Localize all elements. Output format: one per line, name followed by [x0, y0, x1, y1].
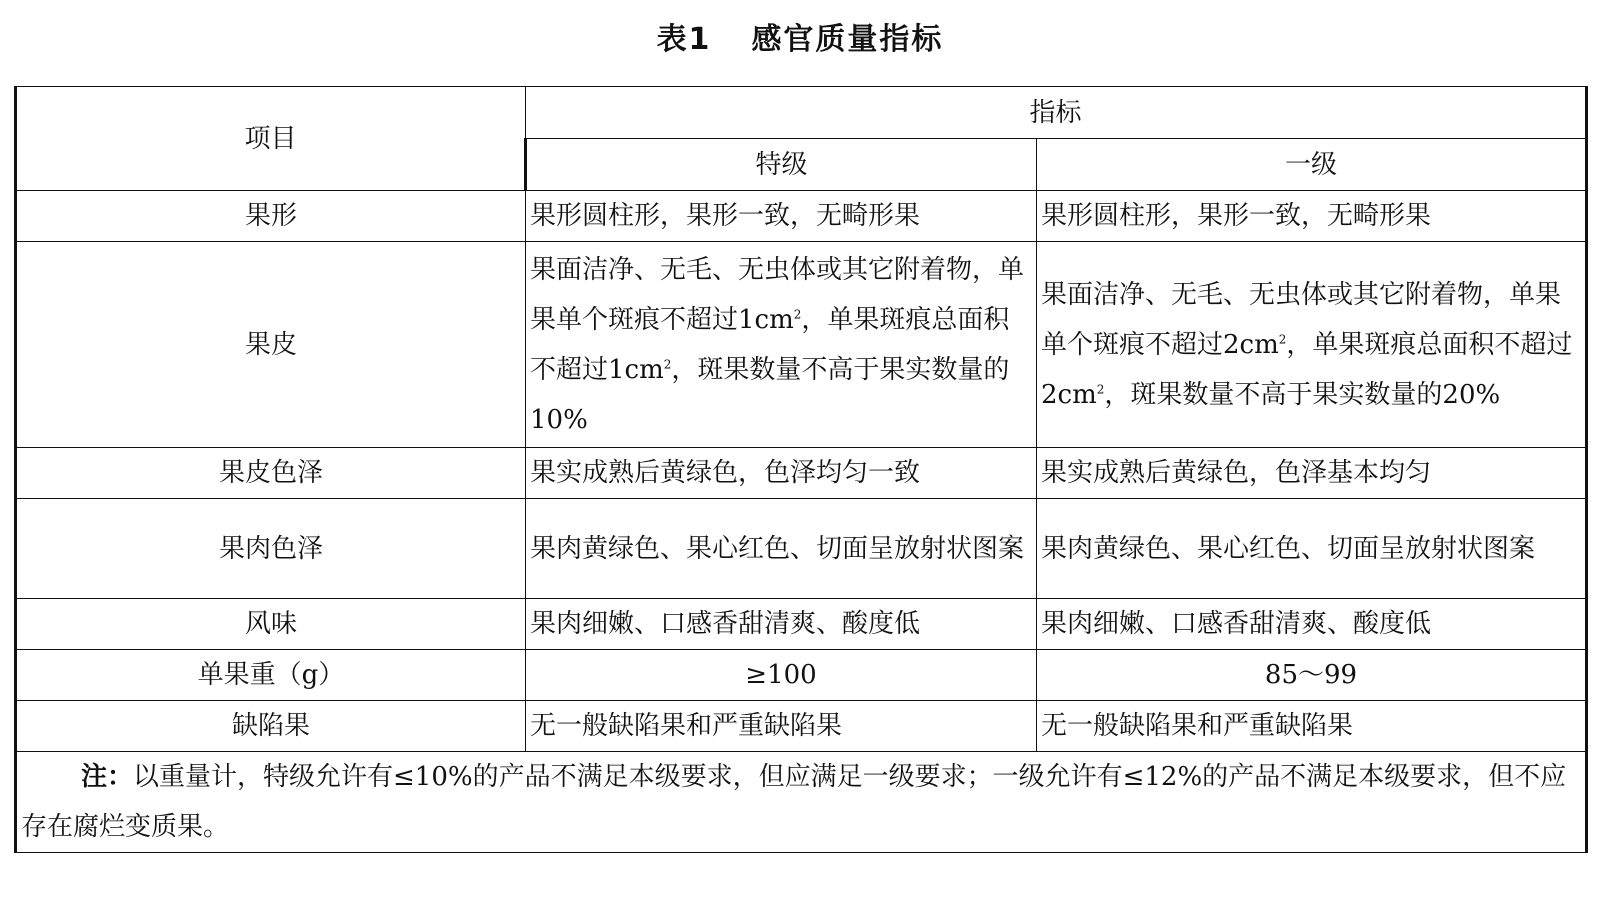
row-first: 果实成熟后黄绿色，色泽基本均匀 — [1037, 448, 1587, 499]
row-special: ≥100 — [526, 650, 1037, 701]
superscript: 2 — [793, 306, 802, 321]
row-item: 单果重（g） — [16, 650, 526, 701]
row-first: 果肉细嫩、口感香甜清爽、酸度低 — [1037, 599, 1587, 650]
text-part: ，斑果数量不高于果实数量的20% — [1104, 379, 1501, 410]
row-first: 85～99 — [1037, 650, 1587, 701]
row-item: 果肉色泽 — [16, 499, 526, 599]
row-item: 果皮 — [16, 242, 526, 448]
text-part: ，单果斑痕总面积不超过1cm — [530, 304, 1010, 385]
row-first: 果形圆柱形，果形一致，无畸形果 — [1037, 191, 1587, 242]
table-row — [16, 650, 1587, 701]
table-row — [16, 701, 1587, 752]
row-first: 果肉黄绿色、果心红色、切面呈放射状图案 — [1037, 499, 1587, 599]
note-text: 以重量计，特级允许有≤10%的产品不满足本级要求，但应满足一级要求；一级允许有≤12%的产品不满足本级要求，但不应存在腐烂变质果。 — [21, 762, 1567, 842]
sensory-quality-table — [14, 86, 1588, 853]
row-item: 缺陷果 — [16, 701, 526, 752]
note-row — [16, 752, 1587, 853]
header-row — [16, 87, 1587, 139]
header-item: 项目 — [16, 87, 526, 191]
text-part: 果面洁净、无毛、无虫体或其它附着物，单果单个斑痕不超过1cm — [530, 254, 1025, 335]
superscript: 2 — [1096, 381, 1105, 396]
table-row — [16, 499, 1587, 599]
row-special: 果肉黄绿色、果心红色、切面呈放射状图案 — [526, 499, 1037, 599]
header-indicator: 指标 — [526, 87, 1587, 139]
row-special: 果肉细嫩、口感香甜清爽、酸度低 — [526, 599, 1037, 650]
header-grade-first: 一级 — [1037, 139, 1587, 191]
superscript: 2 — [663, 356, 672, 371]
row-item: 果形 — [16, 191, 526, 242]
row-first — [1037, 242, 1587, 448]
header-grade-special: 特级 — [526, 139, 1037, 191]
row-item: 风味 — [16, 599, 526, 650]
superscript: 2 — [1278, 331, 1287, 346]
text-part: 果面洁净、无毛、无虫体或其它附着物，单果单个斑痕不超过2cm — [1041, 279, 1562, 360]
row-special: 无一般缺陷果和严重缺陷果 — [526, 701, 1037, 752]
table-title — [0, 14, 1600, 58]
table-row — [16, 242, 1587, 448]
text-part: ，单果斑痕总面积不超过2cm — [1041, 329, 1573, 410]
table-row — [16, 448, 1587, 499]
row-special: 果形圆柱形，果形一致，无畸形果 — [526, 191, 1037, 242]
table-row — [16, 191, 1587, 242]
row-first: 无一般缺陷果和严重缺陷果 — [1037, 701, 1587, 752]
text-part: ，斑果数量不高于果实数量的10% — [530, 354, 1010, 435]
row-special — [526, 242, 1037, 448]
row-item: 果皮色泽 — [16, 448, 526, 499]
table-row — [16, 599, 1587, 650]
row-special: 果实成熟后黄绿色，色泽均匀一致 — [526, 448, 1037, 499]
note-label: 注： — [81, 762, 134, 792]
table-note — [16, 752, 1587, 853]
table-number: 表1 — [656, 22, 712, 57]
table-title-text: 感官质量指标 — [751, 22, 944, 57]
